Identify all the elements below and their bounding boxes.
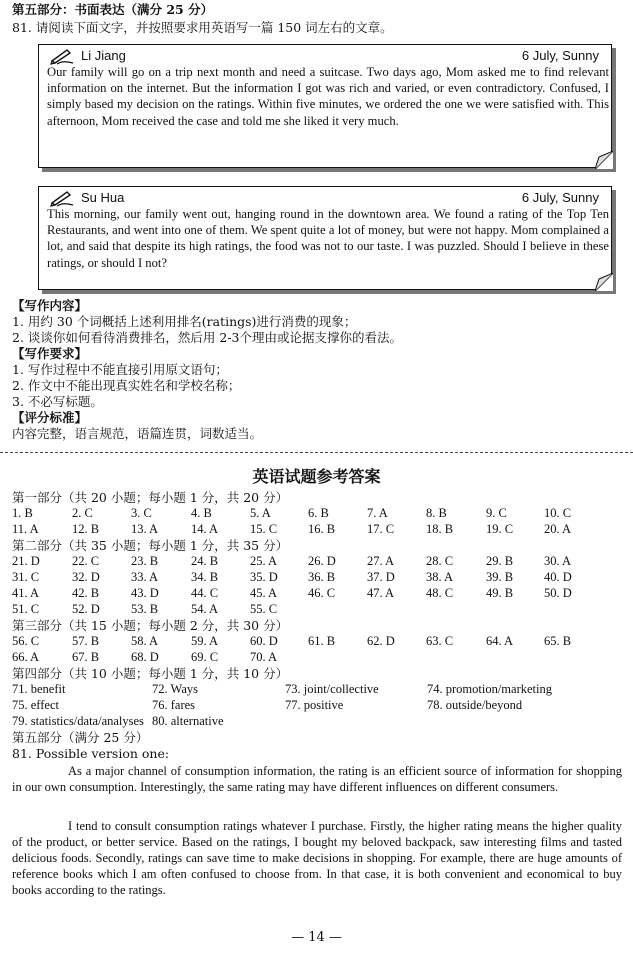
answer-cell: 79. statistics/data/analyses [12, 714, 144, 728]
answer-cell: 13. A [131, 522, 159, 536]
diary-box-su-hua [38, 186, 612, 290]
answer-cell: 71. benefit [12, 682, 66, 696]
answer-cell: 59. A [191, 634, 219, 648]
answer-row [12, 602, 612, 618]
answer-cell: 27. A [367, 554, 395, 568]
answer-cell: 31. C [12, 570, 40, 584]
req-item: 内容完整，语言规范，语篇连贯，词数适当。 [12, 426, 263, 441]
answer-cell: 3. C [131, 506, 152, 520]
req-item: 3. 不必写标题。 [12, 394, 103, 409]
answer-cell: 19. C [486, 522, 514, 536]
answer-cell: 41. A [12, 586, 40, 600]
answer-row [12, 682, 612, 698]
answer-row [12, 586, 612, 602]
answer-cell: 23. B [131, 554, 159, 568]
answer-cell: 36. B [308, 570, 336, 584]
answer-cell: 8. B [426, 506, 447, 520]
answer-cell: 21. D [12, 554, 40, 568]
answer-cell: 1. B [12, 506, 33, 520]
req-item: 1. 用约 30 个词概括上述利用排名(ratings)进行消费的现象； [12, 314, 357, 329]
answer-cell: 2. C [72, 506, 93, 520]
answer-cell: 47. A [367, 586, 395, 600]
answer-cell: 30. A [544, 554, 572, 568]
answer-cell: 15. C [250, 522, 278, 536]
part4-heading: 第四部分（共 10 小题；每小题 1 分，共 10 分） [12, 666, 289, 681]
answer-cell: 4. B [191, 506, 212, 520]
answer-cell: 42. B [72, 586, 100, 600]
answer-cell: 49. B [486, 586, 514, 600]
answer-cell: 77. positive [285, 698, 344, 712]
answer-cell: 66. A [12, 650, 40, 664]
answers-title: 英语试题参考答案 [252, 467, 381, 486]
answer-cell: 53. B [131, 602, 159, 616]
answer-cell: 75. effect [12, 698, 59, 712]
answer-row [12, 698, 612, 714]
answer-cell: 63. C [426, 634, 454, 648]
answer-cell: 58. A [131, 634, 159, 648]
req-item: 2. 作文中不能出现真实姓名和学校名称； [12, 378, 241, 393]
answer-cell: 60. D [250, 634, 278, 648]
diary-author: Su Hua [81, 190, 125, 205]
answer-row [12, 506, 612, 522]
answer-cell: 43. D [131, 586, 159, 600]
answer-cell: 56. C [12, 634, 40, 648]
answer-cell: 40. D [544, 570, 572, 584]
answer-cell: 12. B [72, 522, 100, 536]
question-intro: 81. 请阅读下面文字，并按照要求用英语写一篇 150 词左右的文章。 [12, 20, 393, 35]
answer-cell: 5. A [250, 506, 271, 520]
answer-cell: 18. B [426, 522, 454, 536]
answer-cell: 55. C [250, 602, 278, 616]
section5-title: 第五部分：书面表达（满分 25 分） [12, 2, 214, 17]
page-fold-icon [595, 273, 613, 291]
answer-cell: 14. A [191, 522, 219, 536]
answer-cell: 22. C [72, 554, 100, 568]
answer-cell: 50. D [544, 586, 572, 600]
answer-row [12, 650, 612, 666]
section-divider [0, 452, 633, 453]
diary-date: 6 July, Sunny [521, 48, 599, 63]
answer-cell: 69. C [191, 650, 219, 664]
answer-cell: 35. D [250, 570, 278, 584]
req-item: 1. 写作过程中不能直接引用原文语句； [12, 362, 228, 377]
answer-cell: 62. D [367, 634, 395, 648]
answer-cell: 10. C [544, 506, 572, 520]
answer-row [12, 634, 612, 650]
answer-cell: 6. B [308, 506, 329, 520]
diary-header [47, 189, 603, 207]
answer-cell: 45. A [250, 586, 278, 600]
page-number: — 14 — [291, 930, 342, 945]
answer-row [12, 554, 612, 570]
diary-text: Our family will go on a trip next month and need a suitcase. Two days ago, Mom asked me to find relevant information on the internet. But the information I got was rich and varied, or even contradictory. Confused, I simply based my decision on the ratings. Within five minutes, we ordered the one we were satisfied with. This afternoon, Mom received the case and told me she liked it very much. [47, 65, 609, 128]
answer-cell: 48. C [426, 586, 454, 600]
req-writing-content-heading: 【写作内容】 [12, 298, 88, 313]
diary-header [47, 47, 603, 65]
essay-paragraph: I tend to consult consumption ratings whatever I purchase. Firstly, the higher rating means the higher quality of the product, or better service. Based on the ratings, I bought my beloved backpack, saw interesting films and tasted delicious foods. Secondly, ratings can save time to make decisions in shopping. For example, there are huge amounts of reference books which I am often confused to choose from. In that case, it is both convenient and economical to buy books according to the ratings. [12, 819, 622, 898]
answer-cell: 74. promotion/marketing [427, 682, 552, 696]
essay-paragraph: As a major channel of consumption information, the rating is an efficient source of information for shopping in our own consumption. Interestingly, the same rating may have different influences on different consumers. [12, 764, 622, 795]
answer-row [12, 714, 612, 730]
answer-cell: 44. C [191, 586, 219, 600]
req-writing-requirements-heading: 【写作要求】 [12, 346, 88, 361]
answer-cell: 24. B [191, 554, 219, 568]
part2-heading: 第二部分（共 35 小题；每小题 1 分，共 35 分） [12, 538, 289, 553]
diary-date: 6 July, Sunny [521, 190, 599, 205]
answer-cell: 37. D [367, 570, 395, 584]
answer-cell: 61. B [308, 634, 336, 648]
answer-cell: 28. C [426, 554, 454, 568]
answer-cell: 51. C [12, 602, 40, 616]
answer-cell: 54. A [191, 602, 219, 616]
answer-cell: 80. alternative [152, 714, 224, 728]
answer-cell: 25. A [250, 554, 278, 568]
pen-writing-icon [49, 47, 75, 65]
answer-row [12, 522, 612, 538]
answer-cell: 76. fares [152, 698, 196, 712]
version-label: 81. Possible version one: [12, 746, 170, 761]
answer-cell: 73. joint/collective [285, 682, 379, 696]
answer-cell: 9. C [486, 506, 507, 520]
answer-cell: 29. B [486, 554, 514, 568]
answer-cell: 67. B [72, 650, 100, 664]
answer-cell: 33. A [131, 570, 159, 584]
diary-box-li-jiang [38, 44, 612, 168]
answer-cell: 11. A [12, 522, 39, 536]
answer-cell: 52. D [72, 602, 100, 616]
answer-cell: 17. C [367, 522, 395, 536]
answer-cell: 70. A [250, 650, 278, 664]
answer-cell: 7. A [367, 506, 388, 520]
req-scoring-heading: 【评分标准】 [12, 410, 88, 425]
req-item: 2. 谈谈你如何看待消费排名，然后用 2-3个理由或论据支撑你的看法。 [12, 330, 403, 345]
answer-cell: 68. D [131, 650, 159, 664]
answer-row [12, 570, 612, 586]
answer-cell: 16. B [308, 522, 336, 536]
answer-cell: 32. D [72, 570, 100, 584]
page-fold-icon [595, 151, 613, 169]
pen-writing-icon [49, 189, 75, 207]
answer-cell: 38. A [426, 570, 454, 584]
answer-cell: 72. Ways [152, 682, 198, 696]
answer-cell: 64. A [486, 634, 514, 648]
answer-cell: 65. B [544, 634, 572, 648]
answer-cell: 20. A [544, 522, 572, 536]
answer-cell: 39. B [486, 570, 514, 584]
answer-cell: 46. C [308, 586, 336, 600]
diary-text: This morning, our family went out, hanging round in the downtown area. We found a rating of the Top Ten Restaurants, and went into one of them. We spent quite a lot of money, but were not happy. Mom complained a lot, and said that despite its high ratings, the food was not to our taste. I was puzzled. Should I believe in these ratings, or should I not? [47, 207, 609, 270]
part5-heading: 第五部分（满分 25 分） [12, 730, 149, 745]
diary-author: Li Jiang [81, 48, 126, 63]
part1-heading: 第一部分（共 20 小题；每小题 1 分，共 20 分） [12, 490, 289, 505]
answer-cell: 57. B [72, 634, 100, 648]
answer-cell: 78. outside/beyond [427, 698, 523, 712]
part3-heading: 第三部分（共 15 小题；每小题 2 分，共 30 分） [12, 618, 289, 633]
answer-cell: 26. D [308, 554, 336, 568]
answer-cell: 34. B [191, 570, 219, 584]
